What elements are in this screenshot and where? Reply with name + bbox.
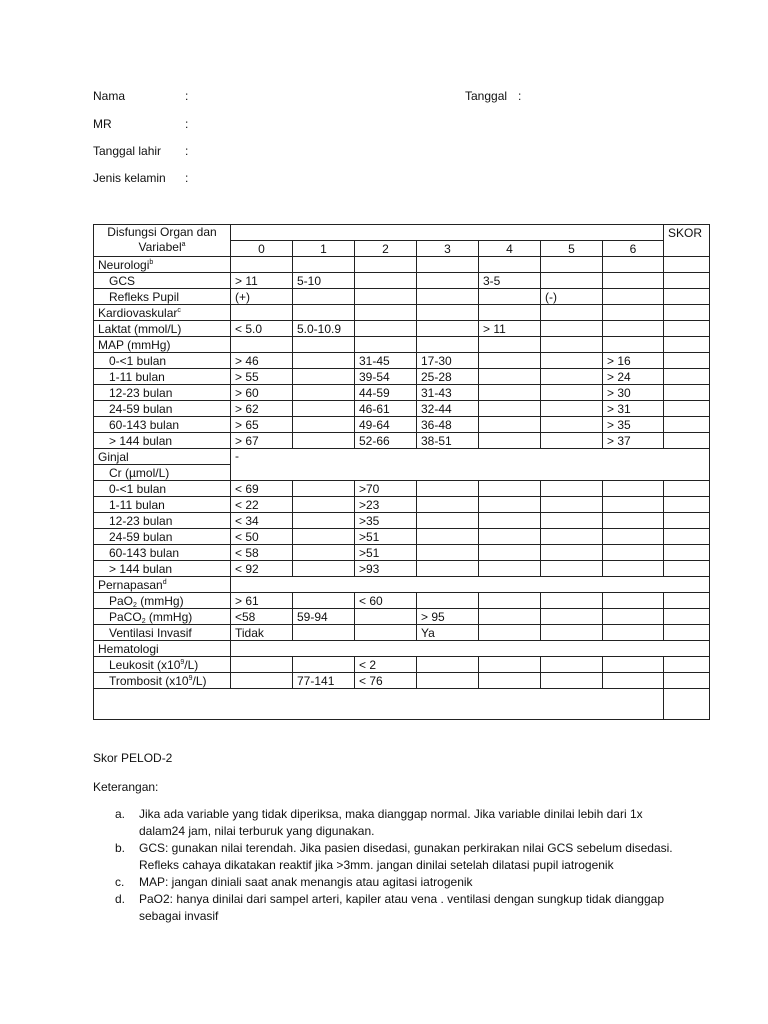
table-row-map	[94, 401, 710, 417]
table-row-map	[94, 385, 710, 401]
row-label-gcs: GCS	[94, 273, 231, 289]
section-row-neurologi	[94, 257, 710, 273]
table-row-map	[94, 417, 710, 433]
map-score-0: > 55	[231, 369, 293, 385]
cr-score-0: < 50	[231, 529, 293, 545]
map-score-6: > 37	[603, 433, 664, 449]
table-row-pao2	[94, 593, 710, 609]
pernapasan-merged-cell	[231, 577, 710, 593]
map-score-6: > 31	[603, 401, 664, 417]
map-score-3: 31-43	[417, 385, 479, 401]
score-6-header: 6	[603, 241, 664, 257]
cr-score-2: >51	[355, 529, 417, 545]
map-age-label: 1-11 bulan	[94, 369, 231, 385]
table-row-cr	[94, 497, 710, 513]
map-score-2: 44-59	[355, 385, 417, 401]
row-label-pupil: Refleks Pupil	[94, 289, 231, 305]
note-marker: d.	[115, 892, 126, 906]
laktat-score-0: < 5.0	[231, 321, 293, 337]
table-row-map	[94, 433, 710, 449]
cr-age-label: 60-143 bulan	[94, 545, 231, 561]
table-row-cr	[94, 529, 710, 545]
map-score-2: 31-45	[355, 353, 417, 369]
score-1-header: 1	[293, 241, 355, 257]
row-label-cr: Cr (µmol/L)	[94, 465, 231, 481]
row-label-paco2: PaCO$_2$ (mmHg)	[94, 609, 231, 625]
cr-age-label: 24-59 bulan	[94, 529, 231, 545]
section-label-kardiovaskular: Kardiovaskular$^c$	[94, 305, 231, 321]
row-label-laktat: Laktat (mmol/L)	[94, 321, 231, 337]
table-row-total	[94, 689, 710, 720]
nama-label: Nama	[93, 89, 126, 103]
paco2-score-3: > 95	[417, 609, 479, 625]
score-0-header: 0	[231, 241, 293, 257]
table-row-pupil	[94, 289, 710, 305]
score-4-header: 4	[479, 241, 541, 257]
map-score-0: > 60	[231, 385, 293, 401]
cr-score-2: >23	[355, 497, 417, 513]
section-row-hematologi	[94, 641, 710, 657]
paco2-score-1: 59-94	[293, 609, 355, 625]
map-score-6: > 30	[603, 385, 664, 401]
row-label-leukosit: Leukosit $(x10^9/L)$	[94, 657, 231, 673]
note-marker: b.	[115, 841, 126, 855]
map-age-label: > 144 bulan	[94, 433, 231, 449]
gcs-score-1: 5-10	[293, 273, 355, 289]
table-row-gcs	[94, 273, 710, 289]
table-row-cr	[94, 561, 710, 577]
gcs-score-0: > 11	[231, 273, 293, 289]
section-row-kardiovaskular	[94, 305, 710, 321]
keterangan-label: Keterangan:	[93, 780, 159, 794]
laktat-score-4: > 11	[479, 321, 541, 337]
variable-header-line1: Disfungsi Organ dan	[107, 225, 217, 239]
section-label-ginjal: Ginjal	[94, 449, 231, 465]
row-label-ventilasi: Ventilasi Invasif	[94, 625, 231, 641]
score-2-header: 2	[355, 241, 417, 257]
cr-age-label: 0-<1 bulan	[94, 481, 231, 497]
mr-colon: :	[185, 117, 189, 131]
jenis-kelamin-label: Jenis kelamin	[93, 171, 166, 185]
map-score-6: > 16	[603, 353, 664, 369]
table-row-paco2	[94, 609, 710, 625]
table-row-cr	[94, 513, 710, 529]
paco2-score-0: <58	[231, 609, 293, 625]
ginjal-dash: -	[235, 449, 239, 463]
map-score-6: > 35	[603, 417, 664, 433]
tanggal-colon: :	[518, 89, 522, 103]
tanggal-label: Tanggal	[465, 89, 508, 103]
map-score-3: 25-28	[417, 369, 479, 385]
section-label-neurologi: Neurologi$^b$	[94, 257, 231, 273]
table-row-trombosit	[94, 673, 710, 689]
gcs-score-4: 3-5	[479, 273, 541, 289]
cr-score-2: >35	[355, 513, 417, 529]
section-label-hematologi: Hematologi	[94, 641, 231, 657]
map-score-2: 52-66	[355, 433, 417, 449]
score-5-header: 5	[541, 241, 603, 257]
mr-label: MR	[93, 117, 112, 131]
score-span-header	[231, 225, 664, 241]
table-header-row	[94, 225, 710, 241]
map-age-label: 24-59 bulan	[94, 401, 231, 417]
note-text: PaO2: hanya dinilai dari sampel arteri, kapiler atau vena . ventilasi dengan sungkup tidak dianggap sebagai invasif	[139, 892, 664, 923]
table-row-cr	[94, 545, 710, 561]
row-label-map: MAP (mmHg)	[94, 337, 231, 353]
table-row-map	[94, 353, 710, 369]
map-score-2: 49-64	[355, 417, 417, 433]
notes-list	[115, 806, 675, 925]
map-score-0: > 67	[231, 433, 293, 449]
hematologi-merged-cell	[231, 641, 710, 657]
cr-score-0: < 58	[231, 545, 293, 561]
ginjal-merged-cell	[231, 449, 710, 481]
cr-score-2: >93	[355, 561, 417, 577]
map-score-3: 38-51	[417, 433, 479, 449]
cr-score-2: >51	[355, 545, 417, 561]
pupil-score-0: (+)	[231, 289, 293, 305]
skor-header: SKOR	[664, 225, 710, 257]
note-item	[115, 806, 675, 840]
trombosit-score-2: < 76	[355, 673, 417, 689]
map-score-3: 36-48	[417, 417, 479, 433]
map-score-0: > 46	[231, 353, 293, 369]
score-3-header: 3	[417, 241, 479, 257]
variable-header-line2: Variabel	[138, 240, 182, 254]
map-score-3: 17-30	[417, 353, 479, 369]
variable-header	[94, 225, 231, 257]
cr-age-label: > 144 bulan	[94, 561, 231, 577]
total-label-cell	[94, 689, 664, 720]
nama-colon: :	[185, 89, 189, 103]
table-row-leukosit	[94, 657, 710, 673]
row-label-trombosit: Trombosit $(x10^9/L)$	[94, 673, 231, 689]
cr-score-2: >70	[355, 481, 417, 497]
pao2-score-2: < 60	[355, 593, 417, 609]
cr-score-0: < 92	[231, 561, 293, 577]
table-row-map-header	[94, 337, 710, 353]
section-row-ginjal	[94, 449, 710, 465]
note-marker: a.	[115, 807, 126, 821]
map-score-3: 32-44	[417, 401, 479, 417]
jenis-kelamin-colon: :	[185, 171, 189, 185]
section-row-pernapasan	[94, 577, 710, 593]
leukosit-score-2: < 2	[355, 657, 417, 673]
row-label-pao2: PaO$_2$ (mmHg)	[94, 593, 231, 609]
map-age-label: 0-<1 bulan	[94, 353, 231, 369]
map-age-label: 60-143 bulan	[94, 417, 231, 433]
ventilasi-score-3: Ya	[417, 625, 479, 641]
cr-score-0: < 34	[231, 513, 293, 529]
map-score-0: > 65	[231, 417, 293, 433]
table-caption: Skor PELOD-2	[93, 751, 173, 765]
note-item	[115, 874, 675, 891]
trombosit-score-1: 77-141	[293, 673, 355, 689]
map-score-2: 46-61	[355, 401, 417, 417]
section-label-pernapasan: Pernapasan$^d$	[94, 577, 231, 593]
pupil-score-5: (-)	[541, 289, 603, 305]
pelod-table	[93, 224, 710, 720]
note-marker: c.	[115, 875, 125, 889]
ventilasi-score-0: Tidak	[231, 625, 293, 641]
tanggal-lahir-colon: :	[185, 144, 189, 158]
cr-age-label: 12-23 bulan	[94, 513, 231, 529]
note-text: GCS: gunakan nilai terendah. Jika pasien disedasi, gunakan perkirakan nilai GCS sebelum disedasi. Refleks cahaya dikatakan reaktif jika >3mm. jangan dinilai setelah dilatasi pupil iatrogenik	[139, 841, 673, 872]
table-row-laktat	[94, 321, 710, 337]
cr-age-label: 1-11 bulan	[94, 497, 231, 513]
table-row-cr	[94, 481, 710, 497]
map-score-0: > 62	[231, 401, 293, 417]
pao2-score-0: > 61	[231, 593, 293, 609]
note-item	[115, 840, 675, 874]
table-row-map	[94, 369, 710, 385]
total-score-cell	[664, 689, 710, 720]
variable-header-sup: a	[181, 241, 186, 248]
cr-score-0: < 22	[231, 497, 293, 513]
map-score-6: > 24	[603, 369, 664, 385]
note-item	[115, 891, 675, 925]
map-score-2: 39-54	[355, 369, 417, 385]
map-age-label: 12-23 bulan	[94, 385, 231, 401]
note-text: MAP: jangan diniali saat anak menangis atau agitasi iatrogenik	[139, 875, 473, 889]
table-row-ventilasi	[94, 625, 710, 641]
tanggal-lahir-label: Tanggal lahir	[93, 144, 162, 158]
laktat-score-1: 5.0-10.9	[293, 321, 355, 337]
note-text: Jika ada variable yang tidak diperiksa, maka dianggap normal. Jika variable dinilai lebih dari 1x dalam24 jam, nilai terburuk yang digunakan.	[139, 807, 643, 838]
cr-score-0: < 69	[231, 481, 293, 497]
